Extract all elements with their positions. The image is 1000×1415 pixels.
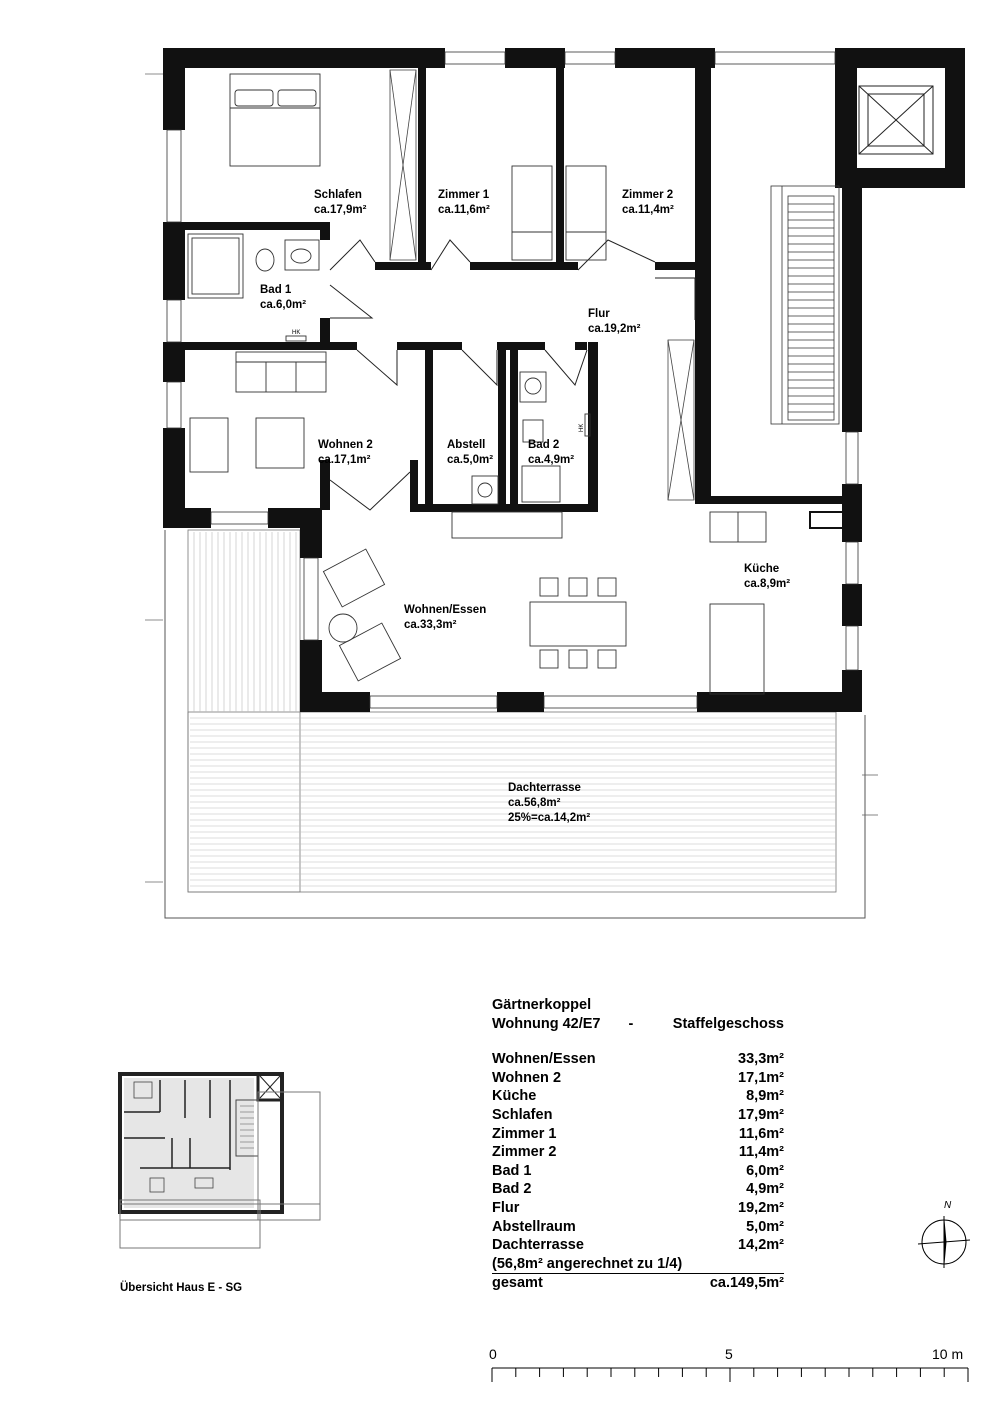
area-row: [492, 1069, 784, 1088]
area-value: 11,6m²: [738, 1125, 784, 1142]
wardrobes: [390, 70, 694, 500]
area-row: [492, 1143, 784, 1162]
room-area-kueche: ca.8,9m²: [744, 578, 791, 590]
project-name: Gärtnerkoppel: [492, 997, 592, 1013]
total-label: gesamt: [492, 1275, 543, 1292]
north-arrow-icon: [918, 1216, 970, 1268]
heading-dash: -: [628, 1015, 634, 1032]
terrace-note-row: [492, 1255, 784, 1274]
radiator-label: HK: [579, 423, 585, 432]
room-name-bad-1: Bad 1: [260, 284, 292, 296]
interior-walls: [185, 68, 845, 528]
overview-caption: Übersicht Haus E - SG: [120, 1282, 243, 1294]
room-area-bad-1: ca.6,0m²: [260, 299, 307, 311]
room-name-wohnen-2: Wohnen 2: [318, 439, 373, 451]
area-row: [492, 1218, 784, 1237]
area-label: Zimmer 2: [492, 1144, 557, 1161]
area-row: [492, 1236, 784, 1255]
room-name-flur: Flur: [588, 308, 610, 320]
area-row: [492, 1087, 784, 1106]
furniture: [188, 74, 766, 694]
area-label: Wohnen 2: [492, 1069, 562, 1086]
area-value: 19,2m²: [738, 1199, 784, 1216]
radiator-label: HK: [292, 330, 301, 336]
area-value: 5,0m²: [746, 1218, 784, 1235]
area-table: [492, 1050, 784, 1255]
area-label: Flur: [492, 1199, 520, 1216]
scale-label-0: 0: [489, 1346, 497, 1362]
room-area-abstell: ca.5,0m²: [447, 454, 494, 466]
room-area-zimmer-1: ca.11,6m²: [438, 204, 490, 216]
unit-heading: [492, 1015, 784, 1034]
area-row: [492, 1180, 784, 1199]
area-label: Bad 2: [492, 1181, 532, 1198]
north-label: N: [944, 1200, 952, 1211]
unit-number: Wohnung 42/E7: [492, 1015, 601, 1032]
area-label: Zimmer 1: [492, 1125, 557, 1142]
staircase: [771, 186, 839, 424]
room-area-bad-2: ca.4,9m²: [528, 454, 575, 466]
total-row: [492, 1273, 784, 1293]
room-area-schlafen: ca.17,9m²: [314, 204, 367, 216]
room-note-dachterrasse: 25%=ca.14,2m²: [508, 812, 591, 824]
room-name-zimmer-2: Zimmer 2: [622, 189, 674, 201]
area-value: 17,9m²: [738, 1106, 784, 1123]
area-row: [492, 1050, 784, 1069]
area-row: [492, 1106, 784, 1125]
room-name-schlafen: Schlafen: [314, 189, 362, 201]
area-value: 11,4m²: [738, 1144, 784, 1161]
scale-label-10: 10 m: [932, 1346, 964, 1362]
area-value: 6,0m²: [746, 1162, 784, 1179]
area-row: [492, 1125, 784, 1144]
room-area-wohnen-essen: ca.33,3m²: [404, 619, 457, 631]
area-value: 14,2m²: [738, 1237, 784, 1254]
area-label: Küche: [492, 1088, 537, 1105]
scale-label-5: 5: [725, 1346, 733, 1362]
room-name-wohnen-essen: Wohnen/Essen: [404, 604, 487, 616]
area-label: Wohnen/Essen: [492, 1051, 596, 1068]
area-label: Dachterrasse: [492, 1237, 584, 1254]
area-value: 33,3m²: [738, 1051, 784, 1068]
area-label: Abstellraum: [492, 1218, 576, 1235]
overview-map: [120, 1074, 320, 1248]
scale-bar: [492, 1368, 968, 1382]
elevator-shaft: [859, 86, 933, 154]
area-label: Schlafen: [492, 1106, 553, 1123]
area-label: Bad 1: [492, 1162, 532, 1179]
room-name-abstell: Abstell: [447, 439, 486, 451]
total-value: ca.149,5m²: [709, 1275, 784, 1292]
area-row: [492, 1199, 784, 1218]
room-name-dachterrasse: Dachterrasse: [508, 782, 581, 794]
room-area-flur: ca.19,2m²: [588, 323, 641, 335]
area-value: 17,1m²: [738, 1069, 784, 1086]
room-area-dachterrasse: ca.56,8m²: [508, 797, 561, 809]
terrace-note: (56,8m² angerechnet zu 1/4): [492, 1255, 683, 1272]
area-value: 4,9m²: [746, 1181, 784, 1198]
floor-name: Staffelgeschoss: [672, 1015, 784, 1032]
room-area-zimmer-2: ca.11,4m²: [622, 204, 674, 216]
area-row: [492, 1162, 784, 1181]
area-summary: [492, 996, 784, 1293]
room-area-wohnen-2: ca.17,1m²: [318, 454, 371, 466]
room-name-zimmer-1: Zimmer 1: [438, 189, 490, 201]
area-value: 8,9m²: [746, 1088, 784, 1105]
room-name-bad-2: Bad 2: [528, 439, 560, 451]
room-name-kueche: Küche: [744, 563, 780, 575]
